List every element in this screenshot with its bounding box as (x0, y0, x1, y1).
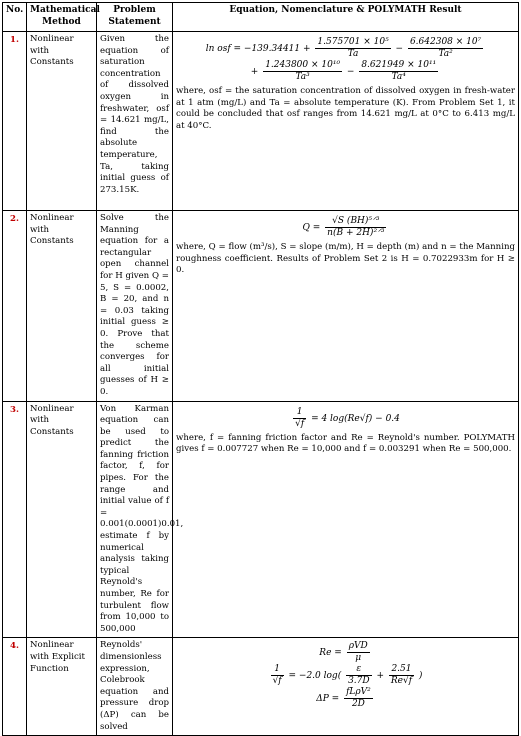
fraction-denominator: 2D (351, 699, 365, 710)
fraction-numerator: 1.575701 × 10⁵ (317, 37, 389, 47)
header-row (3, 3, 519, 32)
explanation: where, osf = the saturation concentration of dissolved oxygen in fresh-water at 1 atm (mg/L) and Ta = absolute temperature (K). From Problem Set 1, it could be concluded that osf ranges from 14.621 mg/L at 0°C to 6.413 mg/L at 40°C. (176, 86, 515, 131)
fraction-denominator: √f (272, 676, 282, 687)
row-number: 3. (3, 401, 27, 638)
equation-end: ) (418, 671, 423, 682)
method-cell: Nonlinear with Constants (27, 401, 97, 638)
fraction-denominator: 3.7D (348, 676, 370, 687)
equation (176, 216, 515, 239)
method-cell: Nonlinear with Constants (27, 211, 97, 402)
equation-pressure-drop (176, 687, 515, 710)
result-cell (173, 401, 519, 638)
fraction (263, 60, 342, 83)
row-number: 4. (3, 638, 27, 736)
fraction (325, 216, 386, 239)
fraction-denominator: Ta² (438, 49, 453, 59)
fraction-denominator: √f (295, 418, 305, 429)
equation (176, 407, 515, 430)
fraction-numerator: ρVD (348, 641, 368, 652)
problem-table (2, 2, 519, 736)
header-no: No. (3, 3, 27, 32)
fraction-numerator: fLρV² (346, 687, 371, 698)
statement-cell: Reynolds' dimensionless expression, Colebrook equation and pressure drop (ΔP) can be solved (97, 638, 173, 736)
equation-lhs: Re = (319, 648, 342, 659)
table-row (3, 401, 519, 638)
fraction-numerator: 2.51 (389, 664, 414, 676)
table-row (3, 32, 519, 211)
fraction (315, 37, 390, 60)
result-cell (173, 638, 519, 736)
explanation: where, f = fanning friction factor and Re = Reynold's number. POLYMATH gives f = 0.007727 when Re = 10,000 and f = 0.003291 when Re = 500,000. (176, 432, 515, 455)
equation-lhs: ΔP = (316, 694, 340, 705)
fraction (346, 664, 372, 687)
statement-cell: Von Karman equation can be used to predict the fanning friction factor, f, for pipes. For the range and initial value of f = 0.001(0.0001)0.01, estimate f by numerical analysis taking typical Reynold's number, Re for turbulent flow from 10,000 to 500,000 (97, 401, 173, 638)
fraction (359, 60, 438, 83)
row-number: 2. (3, 211, 27, 402)
fraction-denominator: Re√f (390, 676, 413, 687)
fraction-denominator: μ (355, 653, 362, 664)
fraction (344, 687, 373, 710)
header-statement: Problem Statement (97, 3, 173, 32)
fraction-denominator: Ta⁴ (391, 72, 406, 82)
method-cell: Nonlinear with Constants (27, 32, 97, 211)
fraction (271, 664, 284, 687)
fraction-numerator: 1 (293, 407, 306, 419)
fraction-denominator: n(B + 2H)²ᐟ³ (327, 228, 385, 238)
fraction-numerator: 8.621949 × 10¹¹ (361, 60, 437, 70)
method-cell: Nonlinear with Explicit Function (27, 638, 97, 736)
fraction-denominator: Ta (347, 49, 359, 59)
equation-mid: = −2.0 log( (288, 671, 342, 682)
fraction-numerator: ε (346, 664, 372, 676)
equation-lhs: Q = (302, 223, 321, 233)
fraction-numerator: √S (BH)⁵ᐟ³ (325, 216, 386, 228)
equation: ln osf = −139.34411 + $\frac{\text{1.575701 × 10⁵}}{Ta}$ − $\frac{\text{6.642308 × 10⁷}}{\text{Ta²}}$ + $\frac{\text{1.243800 × 10¹⁰}}{\text{Ta³}}$ − $\frac{\text{8.621949 × 10¹¹}}{\text{Ta⁴}}$ (205, 37, 482, 82)
equation-rhs: = 4 log(Re√f) − 0.4 (311, 413, 400, 424)
fraction (389, 664, 414, 687)
fraction-denominator: Ta³ (295, 72, 310, 82)
fraction-numerator: 1 (271, 664, 284, 676)
equation-lhs: ln osf = −139.34411 + (205, 44, 311, 54)
fraction-numerator: 1.243800 × 10¹⁰ (265, 60, 341, 70)
equation-colebrook: $\frac{1}{√f}$ = −2.0 log( $\frac{\varepsilon}{3.7D}$ + $\frac{2.51}{Re√f}$ ) (272, 664, 423, 687)
row-number: 1. (3, 32, 27, 211)
result-cell (173, 211, 519, 402)
result-cell (173, 32, 519, 211)
header-method: Mathematical Method (27, 3, 97, 32)
fraction (408, 37, 483, 60)
equation-reynolds (176, 641, 515, 664)
statement-cell: Given the equation of saturation concentration of dissolved oxygen in freshwater, osf = 14.621 mg/L, find the absolute temperature, Ta, taking initial guess of 273.15K. (97, 32, 173, 211)
fraction-numerator: 6.642308 × 10⁷ (409, 37, 482, 47)
table-row (3, 638, 519, 736)
table-row (3, 211, 519, 402)
header-result: Equation, Nomenclature & POLYMATH Result (173, 3, 519, 32)
explanation: where, Q = flow (m³/s), S = slope (m/m), H = depth (m) and n = the Manning roughness coefficient. Results of Problem Set 2 is H = 0.7022933m for H ≥ 0. (176, 242, 515, 276)
fraction (293, 407, 306, 430)
statement-cell: Solve the Manning equation for a rectangular open channel for H given Q = 5, S = 0.0002, B = 20, and n = 0.03 taking initial guess ≥ 0. Prove that the scheme converges for all initial guesses of H ≥ 0. (97, 211, 173, 402)
fraction (347, 641, 370, 664)
